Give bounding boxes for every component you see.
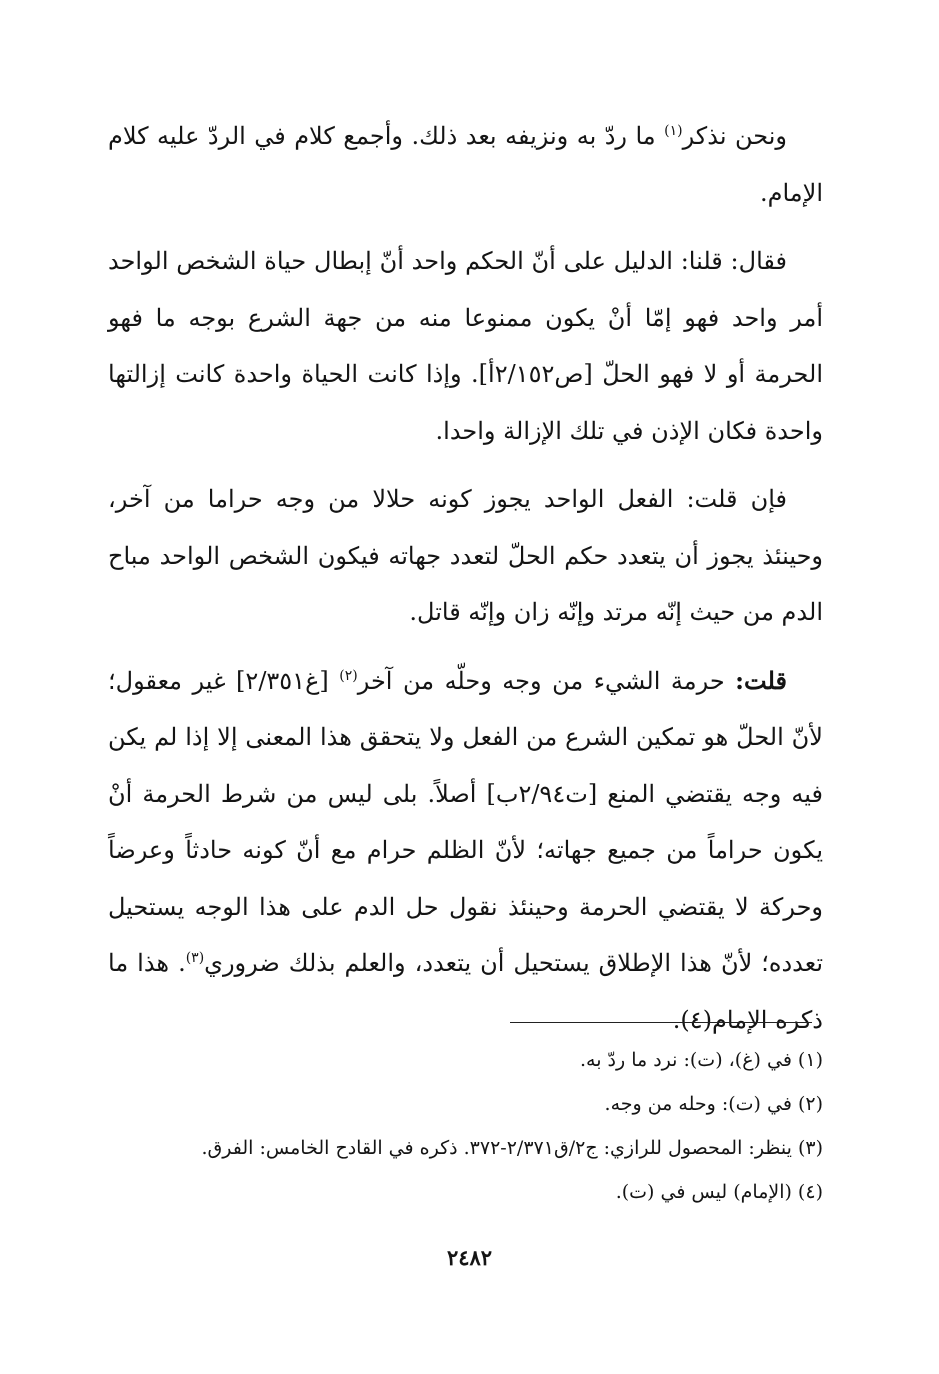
paragraph-4 — [108, 653, 823, 1049]
paragraph-3 — [108, 471, 823, 641]
paragraph-2 — [108, 233, 823, 459]
footnote-ref-1[interactable]: (١) — [664, 123, 683, 139]
paragraph-text: ما ردّ به ونزيفه بعد ذلك. وأجمع كلام في الردّ عليه كلام الإمام. — [108, 122, 823, 207]
paragraph-text: [غ٢/٣٥١] غير معقول؛ لأنّ الحلّ هو تمكين الشرع من الفعل ولا يتحقق هذا المعنى إلا إذا لم يكن فيه وجه يقتضي المنع [ت٢/٩٤ب] أصلاً. بلى ليس من شرط الحرمة أنْ يكون حراماً من جميع جهاته؛ لأنّ الظلم حرام مع أنّ كونه حادثاً وعرضاً وحركة لا يقتضي الحرمة وحينئذ نقول حل الدم على هذا الوجه يستحيل تعدده؛ لأنّ هذا الإطلاق يستحيل أن يتعدد، والعلم بذلك ضروري — [108, 666, 823, 977]
page-number: ٢٤٨٢ — [446, 1245, 493, 1270]
footnote-1: (١) في (غ)، (ت): نرد ما ردّ به. — [579, 1049, 823, 1071]
paragraph-1 — [108, 108, 823, 221]
paragraph-text: حرمة الشيء من وجه وحلّه من آخر — [357, 666, 736, 695]
paragraph-lead: قلت: — [735, 665, 787, 695]
footnote-ref-3[interactable]: (٣) — [185, 950, 205, 966]
paragraph-text: فقال: قلنا: الدليل على أنّ الحكم واحد أنّ إبطال حياة الشخص الواحد أمر واحد فهو إمّا أنْ يكون ممنوعا منه من جهة الشرع بوجه ما فهو الحرمة أو لا فهو الحلّ [ص٢/١٥٢أ]. وإذا كانت الحياة واحدة كانت إزالتها واحدة فكان الإذن في تلك الإزالة واحدا. — [108, 247, 823, 445]
paragraph-text: ونحن نذكر — [682, 122, 787, 150]
footnote-ref-2[interactable]: (٢) — [339, 667, 358, 684]
main-text — [108, 108, 823, 1060]
paragraph-text: . هذا ما ذكره الإمام(٤). — [108, 949, 823, 1034]
paragraph-text: فإن قلت: الفعل الواحد يجوز كونه حلالا من وجه حراما من آخر، وحينئذ يجوز أن يتعدد حكم الحلّ لتعدد جهاته فيكون الشخص الواحد مباح الدم من حيث إنّه مرتد وإنّه زان وإنّه قاتل. — [108, 485, 823, 626]
footnote-3: (٣) ينظر: المحصول للرازي: ج٢/ق٢/٣٧١-٣٧٢. ذكره في القادح الخامس: الفرق. — [201, 1137, 823, 1159]
footnotes — [108, 1038, 823, 1214]
footnote-separator — [510, 1022, 812, 1023]
footnote-4: (٤) (الإمام) ليس في (ت). — [615, 1181, 823, 1203]
footnote-2: (٢) في (ت): وحله من وجه. — [604, 1093, 823, 1115]
